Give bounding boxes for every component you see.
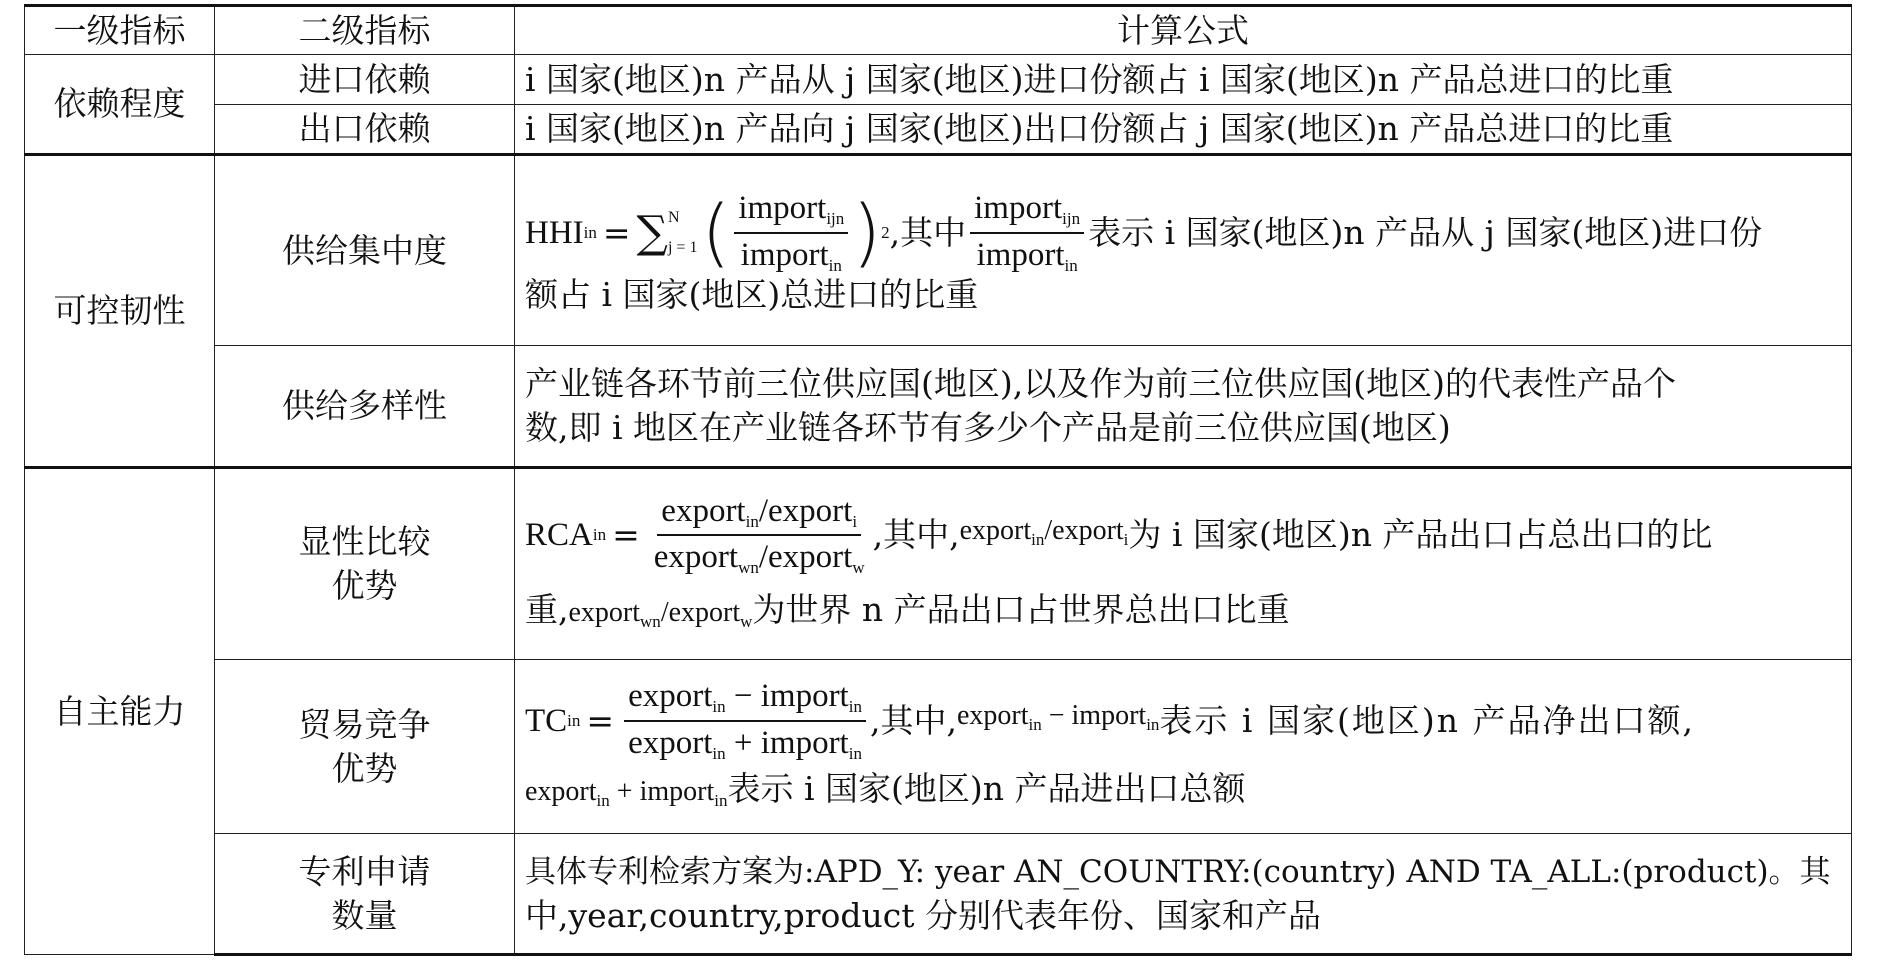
level1-autonomy: 自主能力 <box>25 468 215 955</box>
header-row <box>25 6 1852 55</box>
table-row <box>25 660 1852 834</box>
formula-import-dependency: i 国家(地区)n 产品从 j 国家(地区)进口份额占 i 国家(地区)n 产品总进口的比重 <box>515 55 1852 105</box>
formula-rca: RCA in = $\frac{export_{in}/export_i}{export_{wn}/export_w}$ ,其中, export$_{in}$/export$_i$ 为 i 国家(地区)n 产品出口占总出口的比 重,export$_{wn}$/export$_w$为世界 n 产品出口占世界总出口比重 <box>515 468 1852 660</box>
tc-formula: TC in = $\frac{export_{in} - import_{in}}{export_{in} + import_{in}}$ ,其中, export$_{in}$ − import$_{in}$ 表示 i 国家(地区)n 产品净出口额, <box>525 678 1695 763</box>
formula-supply-concentration: HHI in = ∑ N j = 1 ( $\frac{import_{ijn}}{import_{in}}$ ) 2 ,其中 $\frac{import_{ijn}}{import_{in}}$ 表示 i 国家(地区)n 产品从 j 国家(地区)进口份 额占 i 国家(地区)总进口的比重 <box>515 155 1852 346</box>
table-row <box>25 346 1852 468</box>
formula-supply-diversity: 产业链各环节前三位供应国(地区),以及作为前三位供应国(地区)的代表性产品个 数,即 i 地区在产业链各环节有多少个产品是前三位供应国(地区) <box>515 346 1852 468</box>
table-row <box>25 468 1852 660</box>
header-formula: 计算公式 <box>515 6 1852 55</box>
rca-fraction: $\frac{export_{in}/export_i}{export_{wn}/export_w}$ <box>653 492 865 578</box>
level2-supply-concentration: 供给集中度 <box>215 155 515 346</box>
level2-export-dependency: 出口依赖 <box>215 105 515 155</box>
header-level2: 二级指标 <box>215 6 515 55</box>
level2-import-dependency: 进口依赖 <box>215 55 515 105</box>
hhi-formula: HHI in = ∑ N j = 1 ( $\frac{import_{ijn}}{import_{in}}$ ) 2 ,其中 $\frac{import_{ijn}}{import_{in}}$ 表示 i 国家(地区)n 产品从 j 国家(地区)进口份 <box>525 187 1762 279</box>
level1-resilience: 可控韧性 <box>25 155 215 468</box>
rca-formula: RCA in = $\frac{export_{in}/export_i}{export_{wn}/export_w}$ ,其中, export$_{in}$/export$_i$ 为 i 国家(地区)n 产品出口占总出口的比 <box>525 492 1713 578</box>
level2-supply-diversity: 供给多样性 <box>215 346 515 468</box>
formula-tc: TC in = $\frac{export_{in} - import_{in}}{export_{in} + import_{in}}$ ,其中, export$_{in}$ − import$_{in}$ 表示 i 国家(地区)n 产品净出口额, export$_{in}$ + import$_{in}$表示 i 国家(地区)n 产品进出口总额 <box>515 660 1852 834</box>
table-row <box>25 834 1852 955</box>
formula-patent: 具体专利检索方案为:APD_Y: year AN_COUNTRY:(country) AND TA_ALL:(product)。其 中,year,country,product 分别代表年份、国家和产品 <box>515 834 1852 955</box>
table-row <box>25 105 1852 155</box>
share-fraction-inline: $\frac{import_{ijn}}{import_{in}}$ <box>970 190 1084 275</box>
tc-fraction: $\frac{export_{in} - import_{in}}{export_{in} + import_{in}}$ <box>624 678 866 763</box>
sum-symbol: ∑ <box>636 206 668 258</box>
level2-patent: 专利申请 数量 <box>215 834 515 955</box>
table-row <box>25 55 1852 105</box>
level1-dependency: 依赖程度 <box>25 55 215 155</box>
header-level1: 一级指标 <box>25 6 215 55</box>
table-row <box>25 155 1852 346</box>
indicator-table <box>24 4 1852 956</box>
formula-export-dependency: i 国家(地区)n 产品向 j 国家(地区)出口份额占 j 国家(地区)n 产品总进口的比重 <box>515 105 1852 155</box>
share-fraction: $\frac{import_{ijn}}{import_{in}}$ <box>734 190 848 275</box>
level2-tc: 贸易竞争 优势 <box>215 660 515 834</box>
level2-rca: 显性比较 优势 <box>215 468 515 660</box>
